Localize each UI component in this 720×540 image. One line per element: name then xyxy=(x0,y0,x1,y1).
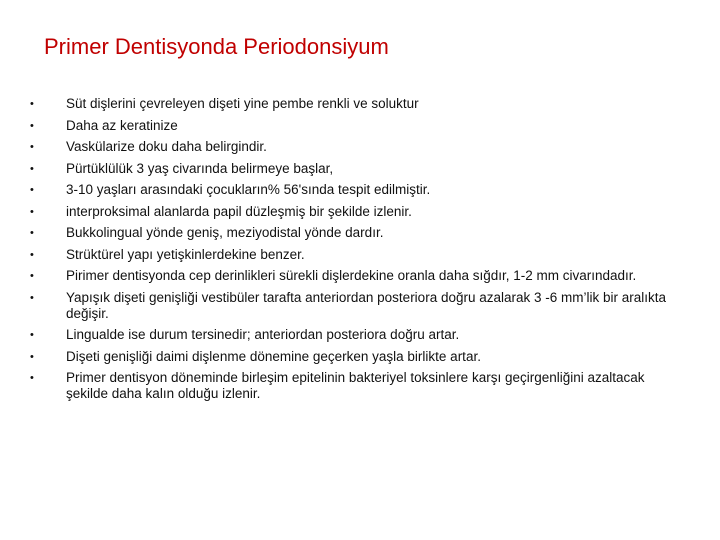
bullet-icon: • xyxy=(30,329,34,341)
bullet-icon: • xyxy=(30,372,34,384)
bullet-icon: • xyxy=(30,270,34,282)
bullet-item xyxy=(30,290,680,322)
bullet-item xyxy=(30,225,680,241)
bullet-icon: • xyxy=(30,141,34,153)
bullet-item xyxy=(30,96,680,112)
bullet-item xyxy=(30,268,680,284)
bullet-item xyxy=(30,327,680,343)
bullet-item xyxy=(30,139,680,155)
bullet-icon: • xyxy=(30,291,34,304)
bullet-text: Strüktürel yapı yetişkinlerdekine benzer. xyxy=(66,246,305,262)
bullet-text: Pürtüklülük 3 yaş civarında belirmeye başlar, xyxy=(66,160,334,176)
bullet-icon: • xyxy=(30,205,34,218)
bullet-icon: • xyxy=(30,248,34,261)
bullet-text: 3-10 yaşları arasındaki çocukların% 56'sında tespit edilmiştir. xyxy=(66,182,431,197)
bullet-text: Bukkolingual yönde geniş, meziyodistal yönde dardır. xyxy=(66,225,384,240)
bullet-text: Vaskülarize doku daha belirgindir. xyxy=(66,139,267,154)
bullet-text: Lingualde ise durum tersinedir; anteriordan posteriora doğru artar. xyxy=(66,327,460,342)
bullet-item xyxy=(30,118,680,134)
bullet-icon: • xyxy=(30,162,34,175)
bullet-text: Dişeti genişliği daimi dişlenme dönemine geçerken yaşla birlikte artar. xyxy=(66,348,481,364)
bullet-list xyxy=(30,96,680,408)
bullet-text: Pirimer dentisyonda cep derinlikleri sürekli dişlerdekine oranla daha sığdır, 1-2 mm civarındadır. xyxy=(66,268,637,283)
bullet-text: Daha az keratinize xyxy=(66,117,178,133)
bullet-icon: • xyxy=(30,350,34,363)
bullet-icon: • xyxy=(30,98,34,110)
bullet-icon: • xyxy=(30,227,34,239)
bullet-item xyxy=(30,349,680,365)
slide-title: Primer Dentisyonda Periodonsiyum xyxy=(44,34,389,59)
bullet-text: Primer dentisyon döneminde birleşim epitelinin bakteriyel toksinlere karşı geçirgenliğini azaltacak şekilde daha kalın olduğu izlenir. xyxy=(66,370,645,401)
bullet-item xyxy=(30,161,680,177)
bullet-text: Süt dişlerini çevreleyen dişeti yine pembe renkli ve soluktur xyxy=(66,96,419,111)
bullet-item xyxy=(30,182,680,198)
bullet-text: interproksimal alanlarda papil düzleşmiş bir şekilde izlenir. xyxy=(66,203,412,219)
bullet-item xyxy=(30,204,680,220)
bullet-icon: • xyxy=(30,119,34,132)
bullet-icon: • xyxy=(30,184,34,196)
bullet-text: Yapışık dişeti genişliği vestibüler tarafta anteriordan posteriora doğru azalarak 3 -6 mm’lik bir aralıkta değişir. xyxy=(66,289,667,321)
bullet-item xyxy=(30,370,680,402)
bullet-item xyxy=(30,247,680,263)
